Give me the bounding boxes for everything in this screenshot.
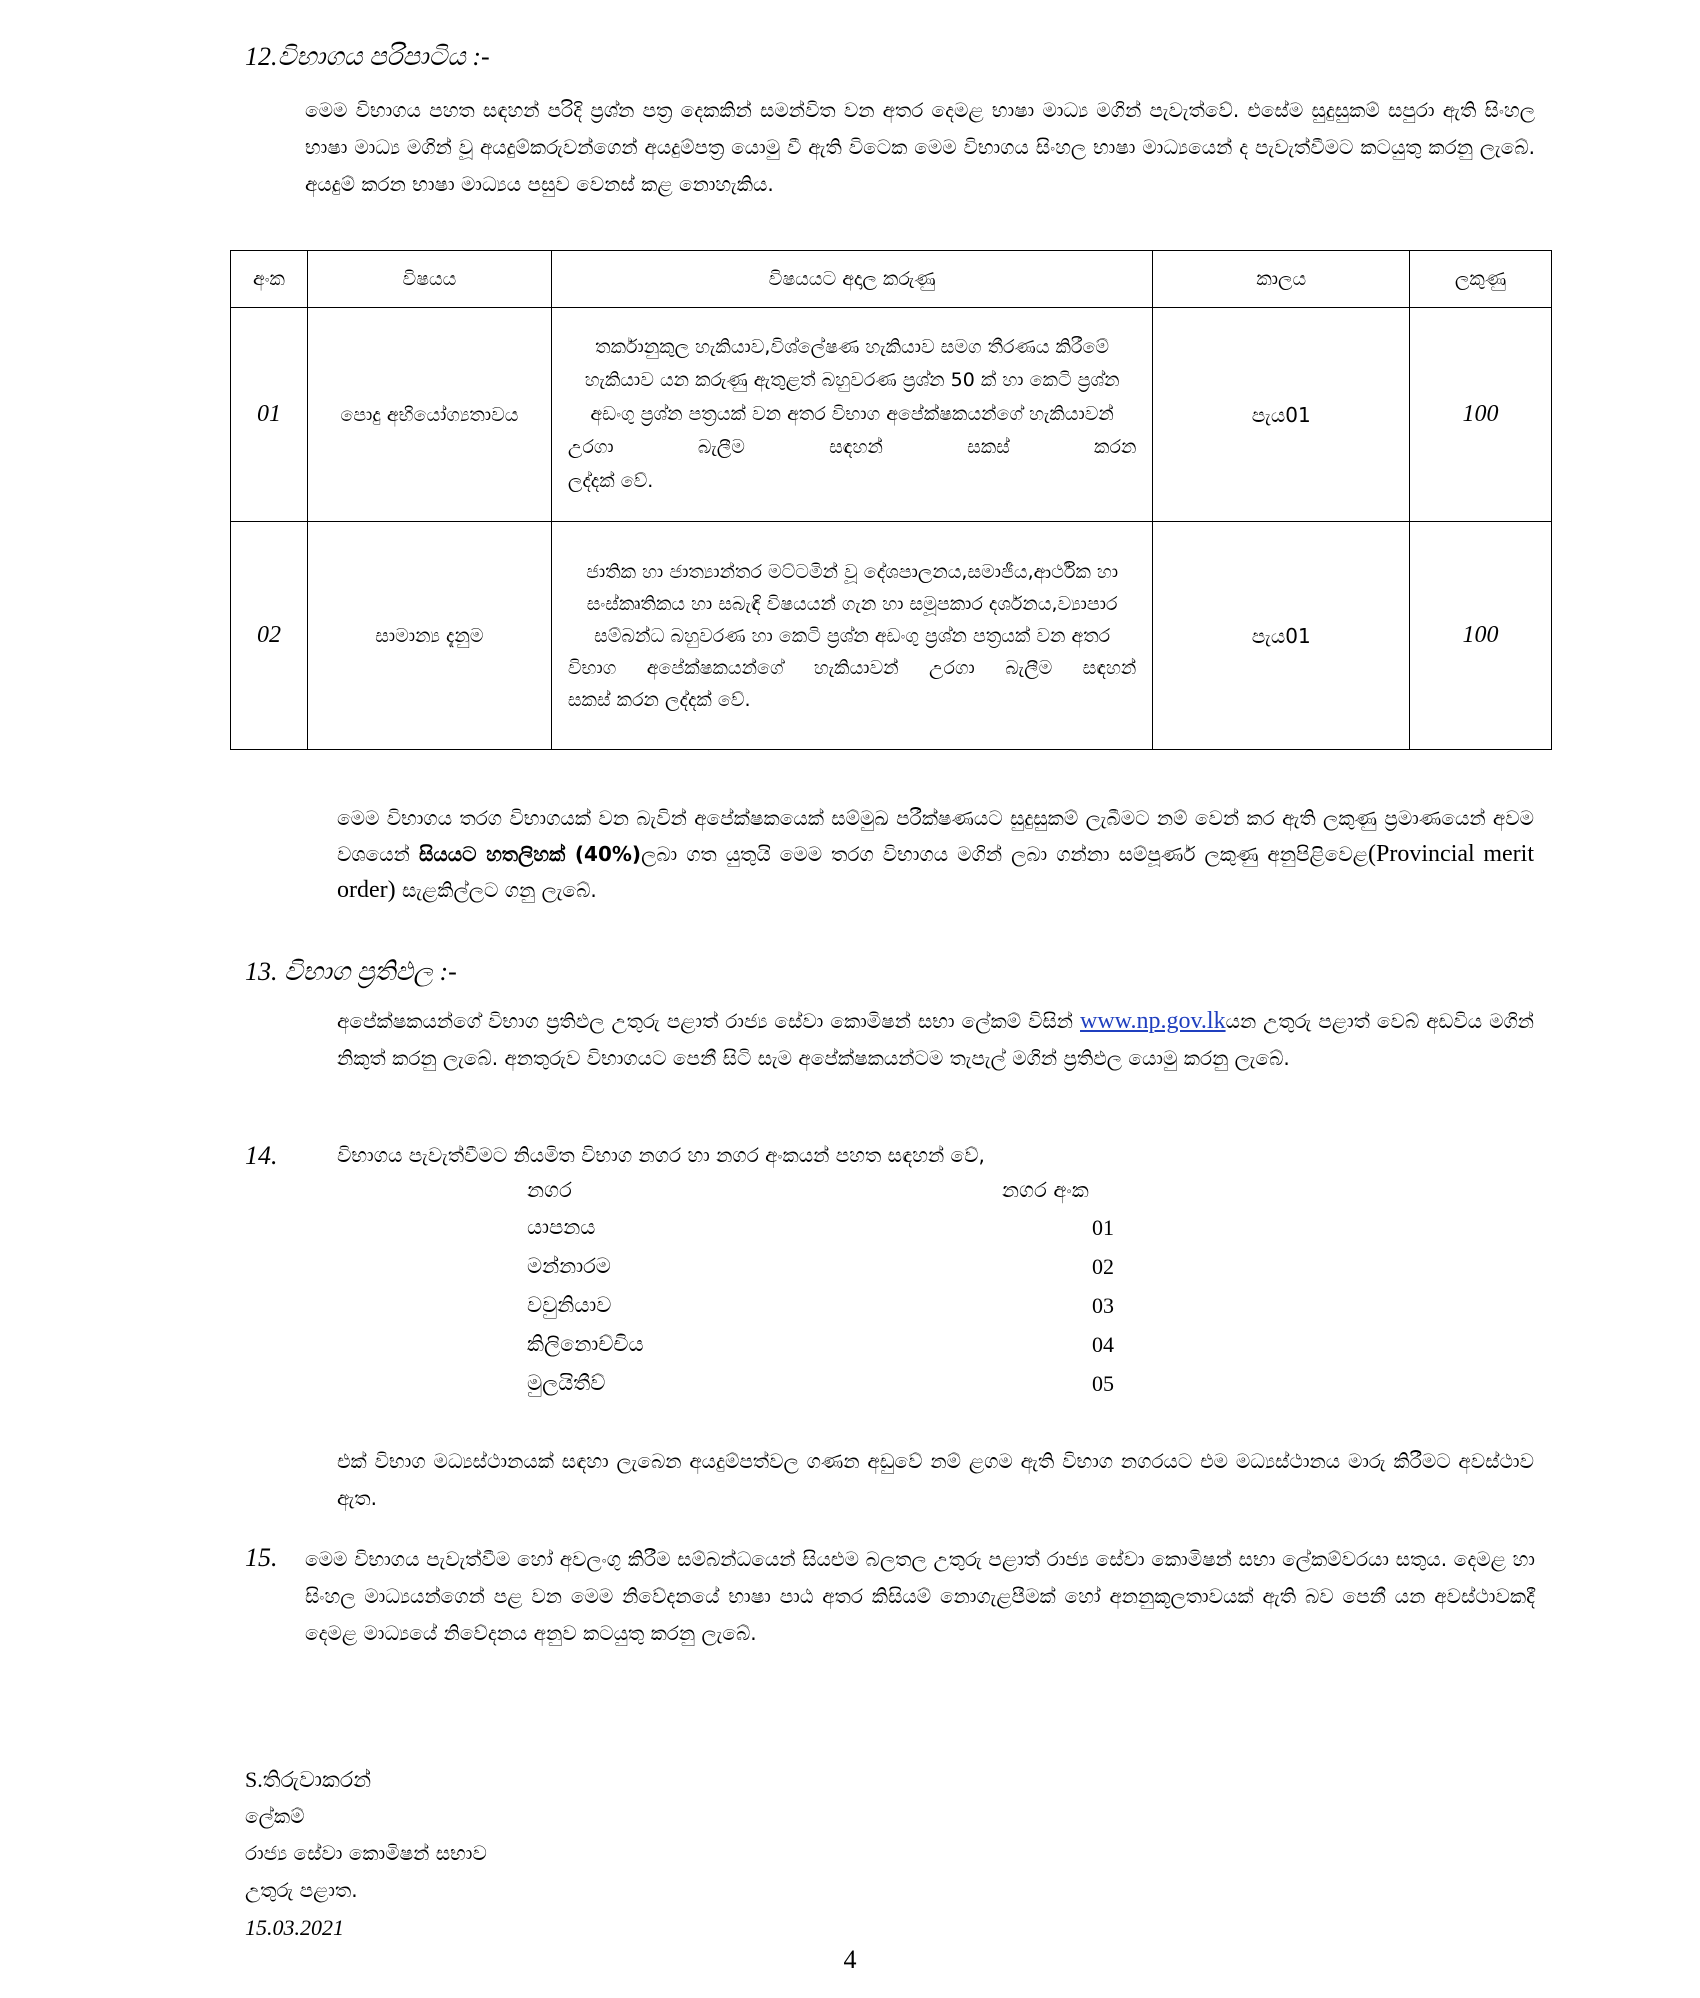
pass-mark-note-part3: සැළකිල්ලට ගනු ලැබේ. xyxy=(395,878,597,902)
merit-order-english: (Provincial merit order) xyxy=(337,841,1534,903)
cities-header-row xyxy=(527,1178,1127,1218)
pass-mark-note-part1: මෙම විභාගය තරග විභාගයක් වන බැවින් අපේක්ෂකයෙක් සම්මුඛ පරීක්ෂණයට සුදුසුකම් ලැබීමට නම් වෙන් කර ඇති ලකුණු ප්‍රමාණයෙන් අවම වශයෙන් xyxy=(337,806,1534,866)
pass-mark-note-part2: ලබා ගත යුතුයි මෙම තරග විභාගය මගින් ලබා ගන්නා සම්පූර්ණ ලකුණු අනුපිළිවෙළ xyxy=(641,842,1369,866)
header-duration: කාලය xyxy=(1153,251,1410,308)
header-description: විෂයයට අදාල කරුණු xyxy=(551,251,1153,308)
table-header-row xyxy=(231,251,1552,308)
signatory-province: උතුරු පළාත. xyxy=(245,1878,358,1902)
header-number: අංක xyxy=(231,251,308,308)
signature-date: 15.03.2021 xyxy=(245,1915,344,1940)
city-name: මන්නාරම xyxy=(527,1254,611,1278)
city-code: 03 xyxy=(1092,1293,1114,1318)
list-item xyxy=(527,1254,1127,1294)
row-marks: 100 xyxy=(1410,522,1552,750)
code-column-header: නගර අංක xyxy=(1002,1178,1089,1202)
table-row xyxy=(231,308,1552,522)
city-code: 02 xyxy=(1092,1254,1114,1279)
section-12-intro: මෙම විභාගය පහත සඳහන් පරිදි ප්‍රශ්න පත්‍ර දෙකකින් සමන්විත වන අතර දෙමළ භාෂා මාධ්‍ය මගින් පැවැත්වේ. එසේම සුදුසුකම් සපුරා ඇති සිංහල භාෂා මාධ්‍ය මගින් වූ අයදුම්කරුවන්ගෙන් අයදුම්පත්‍ර යොමු වී ඇති විටෙක මෙම විභාගය සිංහල භාෂා මාධ්‍යයෙන් ද පැවැත්වීමට කටයුතු කරනු ලැබේ. අයදුම් කරන භාෂා මාධ්‍යය පසුව වෙනස් කළ නොහැකිය. xyxy=(305,98,1535,196)
row-subject: පොදු අභියෝග්‍යතාවය xyxy=(307,308,551,522)
signature-block xyxy=(245,1761,487,1946)
row-description xyxy=(551,308,1153,522)
row-description-end: සකස් කරන ලද්දක් වේ. xyxy=(567,688,751,711)
section-15-text: මෙම විභාගය පැවැත්වීම හෝ අවලංගු කිරීම සම්බන්ධයෙන් සියළුම බලතල උතුරු පළාත් රාජ්‍ය සේවා කොමිෂන් සභා ලේකම්වරයා සතුය. දෙමළ හා සිංහල මාධ්‍යයන්ගෙන් පළ වන මෙම නිවේදනයේ භාෂා පාඨ අතර කිසියම් නොගැළපීමක් හෝ අනනුකූලතාවයක් ඇති බව පෙනී යන අවස්ථාවකදී දෙමළ මාධ්‍යයේ නිවේදනය අනුව කටයුතු කරනු ලැබේ. xyxy=(305,1547,1535,1645)
row-number: 02 xyxy=(231,522,308,750)
signatory-name: S.තිරුවාකරන් xyxy=(245,1767,372,1792)
section-14-text: විභාගය පැවැත්වීමට නියමිත විභාග නගර හා නගර අංකයන් පහත සඳහන් වේ, xyxy=(337,1143,985,1167)
city-code: 04 xyxy=(1092,1332,1114,1357)
section-14-number: 14. xyxy=(245,1141,278,1170)
section-12-heading: 12.විභාගය පරිපාටිය :- xyxy=(245,42,490,71)
pass-mark-note xyxy=(337,800,1534,908)
table-row xyxy=(231,522,1552,750)
row-description-text: ජාතික හා ජාත්‍යාන්තර මට්ටමින් වූ දේශපාලනය,සමාජීය,ආර්ථික හා සංස්කෘතිකය හා සබැඳි විෂයයන් ගැන හා සමූපකාර දර්ශනය,ව්‍යාපාර සම්බන්ධ බහුවරණ හා කෙටි ප්‍රශ්න අඩංගු ප්‍රශ්න පත්‍රයක් වන අතර විභාග අපේක්ෂකයන්ගේ හැකියාවන් උරගා බැලීම සඳහන් xyxy=(567,560,1137,679)
city-code: 01 xyxy=(1092,1215,1114,1240)
row-description-text: තර්කානුකුල හැකියාව,විශ්ලේෂණ හැකියාව සමග තීරණය කිරීමේ හැකියාව යන කරුණු ඇතුළත් බහුවරණ ප්‍රශ්න 50 ක් හා කෙටි ප්‍රශ්න අඩංගු ප්‍රශ්න පත්‍රයක් වන අතර විභාග අපේක්ෂකයන්ගේ හැකියාවන් උරගා බැලීම සඳහන් සකස් කරන xyxy=(567,335,1137,459)
signatory-organization: රාජ්‍ය සේවා කොමිෂන් සභාව xyxy=(245,1841,487,1865)
list-item xyxy=(527,1371,1127,1411)
center-transfer-note: එක් විභාග මධ්‍යස්ථානයක් සඳහා ලැබෙන අයදුම්පත්වල ගණන අඩුවේ නම් ළගම ඇති විභාග නගරයට එම මධ්‍යස්ථානය මාරු කිරීමට අවස්ථාව ඇත. xyxy=(337,1449,1534,1510)
section-13-text xyxy=(337,1003,1534,1077)
signatory-title: ලේකම් xyxy=(245,1804,305,1828)
city-name: යාපනය xyxy=(527,1215,596,1239)
exam-subjects-table xyxy=(230,250,1552,750)
pass-mark-threshold: සියයට හතලිහක් (40%) xyxy=(418,842,642,866)
row-number: 01 xyxy=(231,308,308,522)
list-item xyxy=(527,1332,1127,1372)
header-subject: විෂයය xyxy=(307,251,551,308)
row-description xyxy=(551,522,1153,750)
row-subject: සාමාන්‍ය දැනුම xyxy=(307,522,551,750)
city-code: 05 xyxy=(1092,1371,1114,1396)
city-name: කිලිනොච්චිය xyxy=(527,1332,644,1356)
row-marks: 100 xyxy=(1410,308,1552,522)
results-text-part1: අපේක්ෂකයන්ගේ විභාග ප්‍රතිඵල උතුරු පළාත් රාජ්‍ය සේවා කොමිෂන් සභා ලේකම් විසින් xyxy=(337,1009,1081,1033)
results-text-part2: යන උතුරු පළාත් වෙබ් අඩවිය මගින් නිකුත් කරනු ලැබේ. අනතුරුව විභාගයට පෙනී සිටි සැම අපේක්ෂකයන්ටම තැපැල් මගින් ප්‍රතිඵල යොමු කරනු ලැබේ. xyxy=(337,1009,1534,1070)
row-description-end: ලද්දක් වේ. xyxy=(567,469,654,492)
row-duration: පැය01 xyxy=(1153,522,1410,750)
city-column-header: නගර xyxy=(527,1178,572,1202)
row-duration: පැය01 xyxy=(1153,308,1410,522)
section-15-number: 15. xyxy=(245,1543,278,1572)
page-number: 4 xyxy=(843,1945,857,1974)
header-marks: ලකුණු xyxy=(1410,251,1552,308)
city-name: මුලයිතීව් xyxy=(527,1371,606,1395)
city-name: වවුනියාව xyxy=(527,1293,612,1317)
list-item xyxy=(527,1293,1127,1333)
section-13-heading: 13. විභාග ප්‍රතිඵල :- xyxy=(245,957,457,986)
list-item xyxy=(527,1215,1127,1255)
np-gov-website-link[interactable]: www.np.gov.lk xyxy=(1080,1008,1226,1034)
